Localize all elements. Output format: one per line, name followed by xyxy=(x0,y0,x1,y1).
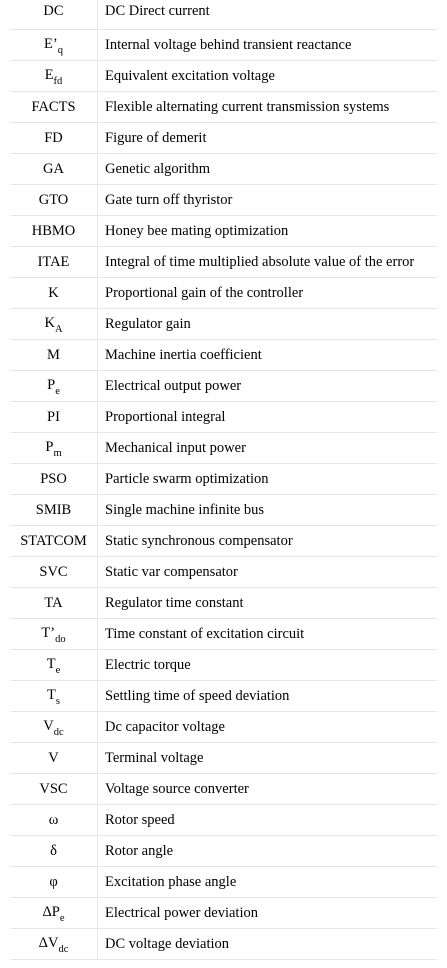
table-row xyxy=(10,836,437,867)
description-cell: Rotor speed xyxy=(98,805,438,836)
symbol-cell xyxy=(10,402,98,433)
symbol-text: PI xyxy=(47,409,60,425)
symbol-cell xyxy=(10,61,98,92)
description-cell: Internal voltage behind transient reactance xyxy=(98,30,438,61)
table-row xyxy=(10,340,437,371)
abbreviations-table-body xyxy=(10,0,437,960)
symbol-text: PSO xyxy=(40,471,67,487)
table-row xyxy=(10,154,437,185)
symbol-text: K xyxy=(44,315,55,331)
symbol-text: V xyxy=(43,718,54,734)
symbol-subscript: A xyxy=(54,324,63,335)
table-row xyxy=(10,92,437,123)
table-row xyxy=(10,247,437,278)
table-row xyxy=(10,61,437,92)
symbol-cell xyxy=(10,309,98,340)
symbol-text: HBMO xyxy=(31,223,76,239)
symbol-subscript: do xyxy=(55,634,66,645)
symbol-text: FD xyxy=(44,130,63,146)
abbreviations-table xyxy=(10,0,437,960)
description-cell: Regulator gain xyxy=(98,309,438,340)
symbol-cell xyxy=(10,650,98,681)
symbol-cell xyxy=(10,929,98,960)
description-cell: DC Direct current xyxy=(98,0,438,30)
table-row xyxy=(10,185,437,216)
symbol-cell xyxy=(10,774,98,805)
description-cell: Flexible alternating current transmission systems xyxy=(98,92,438,123)
table-row xyxy=(10,619,437,650)
description-cell: Mechanical input power xyxy=(98,433,438,464)
description-cell: Honey bee mating optimization xyxy=(98,216,438,247)
description-cell: Particle swarm optimization xyxy=(98,464,438,495)
symbol-subscript: dc xyxy=(58,944,69,955)
table-row xyxy=(10,867,437,898)
symbol-cell xyxy=(10,557,98,588)
symbol-text: GA xyxy=(43,161,64,177)
description-cell: Proportional integral xyxy=(98,402,438,433)
symbol-subscript: q xyxy=(57,45,63,56)
description-cell: Regulator time constant xyxy=(98,588,438,619)
symbol-text: K xyxy=(48,285,59,301)
symbol-cell xyxy=(10,371,98,402)
symbol-cell xyxy=(10,185,98,216)
symbol-cell xyxy=(10,0,98,30)
symbol-text: ΔV xyxy=(38,935,59,951)
symbol-text: ITAE xyxy=(37,254,70,270)
table-row xyxy=(10,929,437,960)
symbol-cell xyxy=(10,464,98,495)
symbol-cell xyxy=(10,30,98,61)
symbol-cell xyxy=(10,681,98,712)
symbol-subscript: dc xyxy=(53,727,64,738)
description-cell: Settling time of speed deviation xyxy=(98,681,438,712)
description-cell: Proportional gain of the controller xyxy=(98,278,438,309)
symbol-subscript: e xyxy=(55,665,61,676)
symbol-cell xyxy=(10,743,98,774)
table-row xyxy=(10,30,437,61)
symbol-text: P xyxy=(45,439,54,455)
table-row xyxy=(10,402,437,433)
symbol-subscript: e xyxy=(59,913,65,924)
table-row xyxy=(10,309,437,340)
table-row xyxy=(10,495,437,526)
symbol-cell xyxy=(10,712,98,743)
symbol-subscript: m xyxy=(53,448,62,459)
description-cell: Terminal voltage xyxy=(98,743,438,774)
symbol-subscript: fd xyxy=(53,76,63,87)
table-row xyxy=(10,464,437,495)
symbol-text: E xyxy=(44,67,54,83)
table-row xyxy=(10,123,437,154)
description-cell: Voltage source converter xyxy=(98,774,438,805)
symbol-text: ΔP xyxy=(42,904,60,920)
symbol-text: VSC xyxy=(39,781,68,797)
symbol-text: P xyxy=(47,377,56,393)
symbol-text: SMIB xyxy=(35,502,72,518)
symbol-text: DC xyxy=(43,3,64,19)
description-cell: DC voltage deviation xyxy=(98,929,438,960)
description-cell: Machine inertia coefficient xyxy=(98,340,438,371)
table-row xyxy=(10,681,437,712)
table-row xyxy=(10,216,437,247)
symbol-cell xyxy=(10,123,98,154)
symbol-cell xyxy=(10,898,98,929)
description-cell: Dc capacitor voltage xyxy=(98,712,438,743)
table-row xyxy=(10,433,437,464)
symbol-text: M xyxy=(47,347,60,363)
symbol-text: GTO xyxy=(38,192,69,208)
symbol-cell xyxy=(10,216,98,247)
table-row xyxy=(10,278,437,309)
symbol-cell xyxy=(10,836,98,867)
description-cell: Electric torque xyxy=(98,650,438,681)
symbol-cell xyxy=(10,805,98,836)
description-cell: Single machine infinite bus xyxy=(98,495,438,526)
table-row xyxy=(10,712,437,743)
symbol-cell xyxy=(10,278,98,309)
symbol-text: V xyxy=(48,750,59,766)
table-row xyxy=(10,526,437,557)
description-cell: Static synchronous compensator xyxy=(98,526,438,557)
table-row xyxy=(10,743,437,774)
table-row xyxy=(10,774,437,805)
symbol-cell xyxy=(10,433,98,464)
table-row xyxy=(10,588,437,619)
symbol-cell xyxy=(10,247,98,278)
description-cell: Time constant of excitation circuit xyxy=(98,619,438,650)
description-cell: Electrical output power xyxy=(98,371,438,402)
table-row xyxy=(10,650,437,681)
table-row xyxy=(10,0,437,30)
symbol-text: SVC xyxy=(39,564,68,580)
table-row xyxy=(10,805,437,836)
description-cell: Electrical power deviation xyxy=(98,898,438,929)
description-cell: Rotor angle xyxy=(98,836,438,867)
table-row xyxy=(10,898,437,929)
symbol-cell xyxy=(10,619,98,650)
symbol-text: FACTS xyxy=(31,99,76,115)
symbol-cell xyxy=(10,526,98,557)
description-cell: Static var compensator xyxy=(98,557,438,588)
table-row xyxy=(10,557,437,588)
symbol-cell xyxy=(10,340,98,371)
description-cell: Genetic algorithm xyxy=(98,154,438,185)
description-cell: Excitation phase angle xyxy=(98,867,438,898)
symbol-text: STATCOM xyxy=(20,533,87,549)
symbol-text: T xyxy=(47,687,56,703)
symbol-text: T xyxy=(46,656,56,672)
symbol-text: T’ xyxy=(41,625,56,641)
symbol-subscript: e xyxy=(55,386,60,397)
symbol-cell xyxy=(10,92,98,123)
description-cell: Gate turn off thyristor xyxy=(98,185,438,216)
symbol-text: TA xyxy=(44,595,63,611)
symbol-text: δ xyxy=(50,843,57,859)
symbol-subscript: s xyxy=(55,696,60,707)
symbol-cell xyxy=(10,588,98,619)
symbol-text: ω xyxy=(48,812,59,828)
symbol-cell xyxy=(10,495,98,526)
description-cell: Figure of demerit xyxy=(98,123,438,154)
symbol-text: E’ xyxy=(44,36,58,52)
symbol-cell xyxy=(10,867,98,898)
symbol-text: φ xyxy=(49,874,58,890)
symbol-cell xyxy=(10,154,98,185)
description-cell: Integral of time multiplied absolute value of the error xyxy=(98,247,438,278)
table-row xyxy=(10,371,437,402)
description-cell: Equivalent excitation voltage xyxy=(98,61,438,92)
